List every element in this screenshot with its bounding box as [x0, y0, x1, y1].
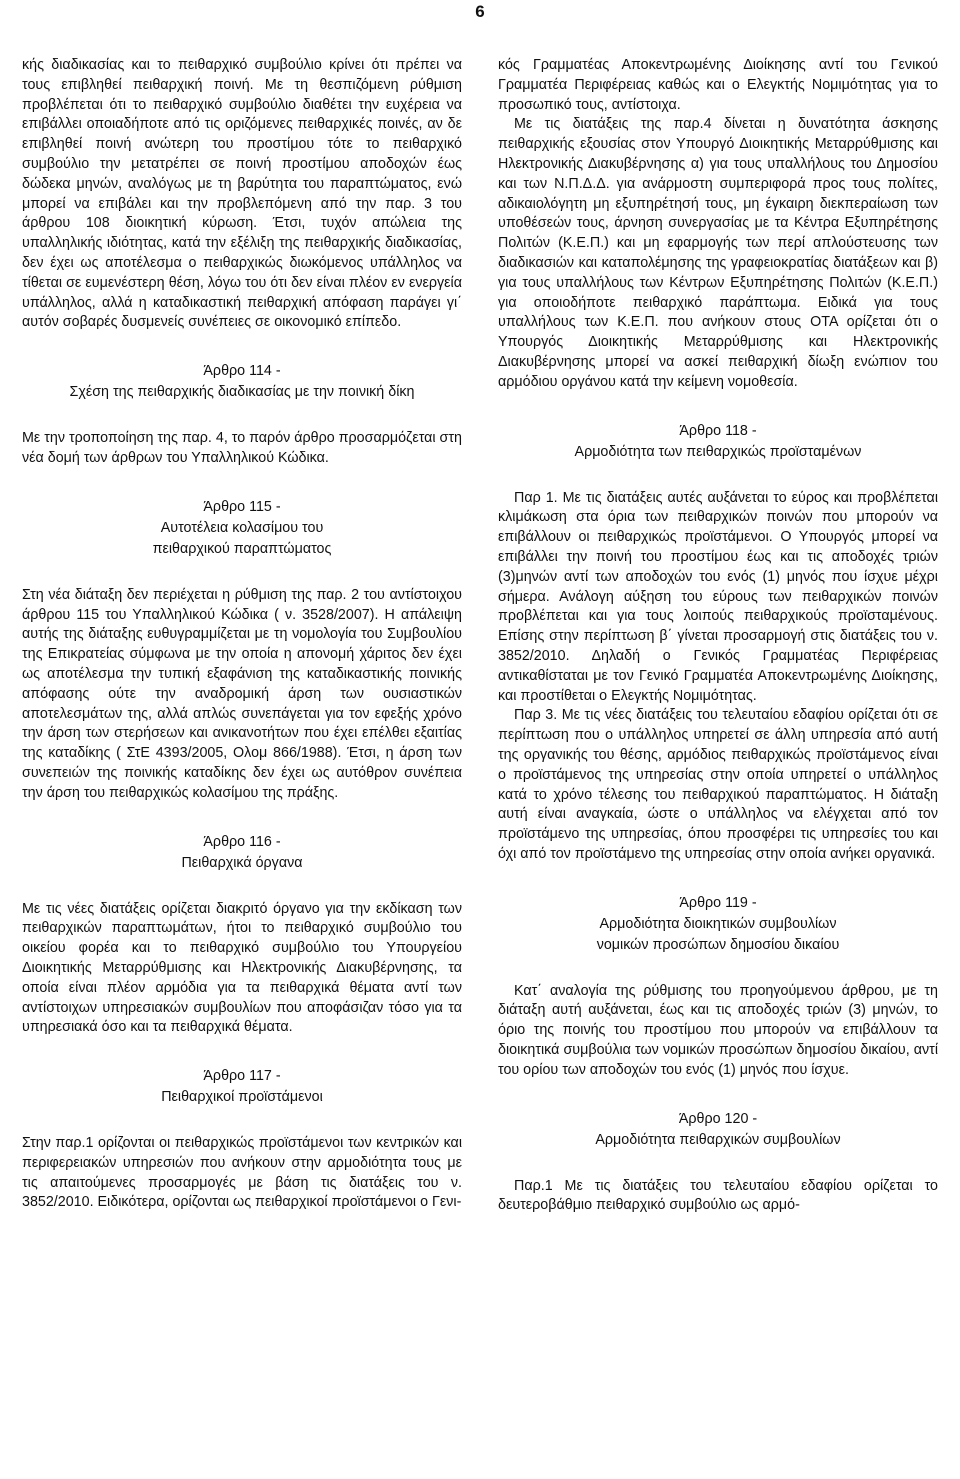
paragraph: Στην παρ.1 ορίζονται οι πειθαρχικώς προϊστάμενοι των κεντρικών και περιφερειακών υπηρεσιών που ανήκουν στην αρμοδιότητα τους με τις απαιτούμενες προσαρμογές με βάση τις διατάξεις του ν. 3852/2010. Ειδικότερα, ορίζονται ως πειθαρχικοί προϊστάμενοι ο Γενι- — [22, 1135, 462, 1211]
article-subtitle: Πειθαρχικοί προϊστάμενοι — [161, 1089, 323, 1106]
paragraph: κός Γραμματέας Αποκεντρωμένης Διοίκησης αντί του Γενικού Γραμματέα Περιφέρειας καθώς και ο Ελεγκτής Νομιμότητας για το προσωπικό τους, αντίστοιχα. — [498, 57, 938, 113]
paragraph: Με την τροποποίηση της παρ. 4, το παρόν άρθρο προσαρμόζεται στη νέα δομή των άρθρων του Υπαλληλικού Κώδικα. — [22, 430, 462, 466]
article-subtitle: Αυτοτέλεια κολασίμου του — [160, 519, 324, 536]
article-title: Άρθρο 118 - — [679, 422, 757, 439]
article-120-heading — [498, 1109, 938, 1151]
page-number: 6 — [475, 2, 485, 21]
article-subtitle: Αρμοδιότητα διοικητικών συμβουλίων — [599, 915, 837, 932]
right-column — [498, 56, 938, 1216]
article-119-heading — [498, 893, 938, 956]
article-title: Άρθρο 119 - — [679, 894, 757, 911]
article-title: Άρθρο 116 - — [203, 833, 281, 850]
paragraph: Παρ 1. Με τις διατάξεις αυτές αυξάνεται το εύρος και προβλέπεται κλιμάκωση στα όρια των πειθαρχικών ποινών που μπορούν να επιβάλλουν οι πειθαρχικώς προϊστάμενοι. Ο Υπουργός μπορεί να επιβάλλει την ποινή του προστίμου έως και τις αποδοχές τριών (3)μηνών αντί των αποδοχών του ενός (1) μηνός που ίσχυε μέχρι σήμερα. Ανάλογη αύξηση του εύρους των πειθαρχικών ποινών προβλέπεται και για τους λοιπούς πειθαρχικούς προϊσταμένους. Επίσης στην περίπτωση β΄ γίνεται προσαρμογή στις διατάξεις του ν. 3852/2010. Δηλαδή ο Γενικός Γραμματέας Περιφέρειας αντικαθίσταται με τον Γενικό Γραμματέα Αποκεντρωμένης Διοίκησης, και προστίθεται ο Ελεγκτής Νομιμότητας. — [498, 489, 938, 704]
article-subtitle: Αρμοδιότητα των πειθαρχικώς προϊσταμένων — [574, 443, 862, 460]
article-117-heading — [22, 1066, 462, 1108]
paragraph: κής διαδικασίας και το πειθαρχικό συμβούλιο κρίνει ότι πρέπει να τους επιβληθεί πειθαρχική ποινή. Με τη θεσπιζόμενη ρύθμιση προβλέπεται ότι το πειθαρχικό συμβούλιο διαθέτει την ευχέρεια να επιβάλλει οποιαδήποτε από τις οριζόμενες πειθαρχικές ποινές, αν δε επιβληθεί ποινή ανώτερη του προστίμου τότε το πειθαρχικό συμβούλιο την μετατρέπει σε ποινή προστίμου αποδοχών έως δώδεκα μηνών, αναλόγως με τη βαρύτητα του παραπτώματος, ενώ μπορεί να επιβάλει και την προβλεπόμενη από την παρ. 3 του άρθρου 108 διοικητική κύρωση. Έτσι, τυχόν απώλεια της υπαλληλικής ιδιότητας, κατά την εξέλιξη της πειθαρχικής διαδικασίας, δεν έχει ως αποτέλεσμα ο πειθαρχικώς διωκόμενος υπάλληλος να τίθεται σε ευμενέστερη θέση, λόγω του ότι δεν είναι πλέον εν ενεργεία υπάλληλος, αλλά η καταδικαστική πειθαρχική απόφαση παράγει γι΄ αυτόν σοβαρές δυσμενείς συνέπειες σε οικονομικό επίπεδο. — [22, 57, 462, 331]
article-title: Άρθρο 117 - — [203, 1068, 281, 1085]
article-title: Άρθρο 115 - — [203, 498, 281, 515]
article-title: Άρθρο 114 - — [203, 363, 281, 380]
article-116-heading — [22, 832, 462, 874]
article-118-heading — [498, 421, 938, 463]
paragraph: Στη νέα διάταξη δεν περιέχεται η ρύθμιση της παρ. 2 του αντίστοιχου άρθρου 115 του Υπαλληλικού Κώδικα ( ν. 3528/2007). Η απάλειψη αυτής της διάταξης ευθυγραμμίζεται με τη νομολογία του Συμβουλίου της Επικρατείας σύμφωνα με την οποία η απονομή χάριτος δεν έχει ως αποτέλεσμα την τυπική εξαφάνιση της καταδικαστικής ποινικής απόφασης ούτε την αναδρομική άρση των ουσιαστικών αποτελεσμάτων της, αλλά απλώς συνεπάγεται για τον εφεξής χρόνο την άρση των στερήσεων και ανικανοτήτων που έχει επέλθει εξαιτίας της καταδίκης ( ΣτΕ 4393/2005, Ολομ 866/1988). Έτσι, η άρση των συνεπειών της ποινικής καταδίκης δεν έχει ως αυτόθρον συνέπεια την άρση του πειθαρχικώς κολασίμου της πράξης. — [22, 586, 462, 801]
article-115-heading — [22, 497, 462, 560]
article-subtitle: νομικών προσώπων δημοσίου δικαίου — [596, 936, 840, 953]
article-subtitle: Πειθαρχικά όργανα — [181, 854, 303, 871]
article-subtitle: Αρμοδιότητα πειθαρχικών συμβουλίων — [595, 1131, 841, 1148]
article-subtitle: πειθαρχικού παραπτώματος — [152, 540, 332, 557]
article-title: Άρθρο 120 - — [678, 1110, 758, 1127]
left-column — [22, 56, 462, 1213]
paragraph: Με τις διατάξεις της παρ.4 δίνεται η δυνατότητα άσκησης πειθαρχικής εξουσίας στον Υπουργό Διοικητικής Μεταρρύθμισης και Ηλεκτρονικής Διακυβέρνησης α) για τους υπαλλήλους του Δημοσίου και των Ν.Π.Δ.Δ. για ανάρμοστη συμπεριφορά προς τους πολίτες, αδικαιολόγητη μη εξυπηρέτησή τους, μη έγκαιρη διεκπεραίωση των υποθέσεών τους, άρνηση συνεργασίας με τα Κέντρα Εξυπηρέτησης Πολιτών (Κ.Ε.Π.) και μη εφαρμογής των περί απλούστευσης των διαδικασιών και καταπολέμησης της γραφειοκρατίας διατάξεων και β) για τους υπαλλήλους των Κέντρων Εξυπηρέτησης Πολιτών (Κ.Ε.Π.) για οποιοδήποτε πειθαρχικό παράπτωμα. Ειδικά για τους υπαλλήλους των Κ.Ε.Π. που ανήκουν στους ΟΤΑ ορίζεται ότι ο Υπουργός Διοικητικής Μεταρρύθμισης και Ηλεκτρονικής Διακυβέρνησης μπορεί να ασκεί πειθαρχική δίωξη ενώπιον του αρμόδιου οργάνου κατά την κείμενη νομοθεσία. — [498, 116, 938, 390]
paragraph: Παρ.1 Με τις διατάξεις του τελευταίου εδαφίου ορίζεται το δευτεροβάθμιο πειθαρχικό συμβούλιο ως αρμό- — [498, 1177, 938, 1214]
article-subtitle: Σχέση της πειθαρχικής διαδικασίας με την ποινική δίκη — [69, 384, 415, 401]
article-114-heading — [22, 361, 462, 403]
paragraph: Παρ 3. Με τις νέες διατάξεις του τελευταίου εδαφίου ορίζεται ότι σε περίπτωση που ο υπάλληλος υπηρετεί σε άλλη υπηρεσία από αυτή της οργανικής του θέσης, αρμόδιος πειθαρχικώς προϊστάμενος είναι ο προϊστάμενος της υπηρεσίας στην οποία υπηρετεί ο υπάλληλος κατά το χρόνο τέλεσης του πειθαρχικού παραπτώματος. Η διάταξη αυτή είναι αναγκαία, ώστε ο υπάλληλος να ελέγχεται από τον προϊστάμενο της υπηρεσίας, όπου προσφέρει τις υπηρεσίες του και όχι από τον προϊστάμενο της υπηρεσίας στην οποία ανήκει οργανικά. — [498, 707, 938, 862]
paragraph: Με τις νέες διατάξεις ορίζεται διακριτό όργανο για την εκδίκαση των πειθαρχικών παραπτωμάτων, ήτοι το πειθαρχικό συμβούλιο του οικείου φορέα και το πειθαρχικό συμβούλιο του Υπουργείου Διοικητικής Μεταρρύθμισης και Ηλεκτρονικής Διακυβέρνησης, τα οποία είναι πλέον αρμόδια για τα πειθαρχικά θέματα αντί των αντίστοιχων υπηρεσιακών συμβουλίων που αποφάσιζαν τόσο για τα υπηρεσιακά όσο και τα πειθαρχικά θέματα. — [22, 900, 462, 1036]
paragraph: Κατ΄ αναλογία της ρύθμισης του προηγούμενου άρθρου, με τη διάταξη αυτή αυξάνεται, έως και τις αποδοχές τριών (3) μηνών, το όριο της ποινής του προστίμου που μπορούν να επιβάλλουν τα διοικητικά συμβούλια των νομικών προσώπων δημοσίου δικαίου, αντί του ορίου των αποδοχών του ενός (1) μηνός που ίσχυε. — [498, 982, 938, 1078]
